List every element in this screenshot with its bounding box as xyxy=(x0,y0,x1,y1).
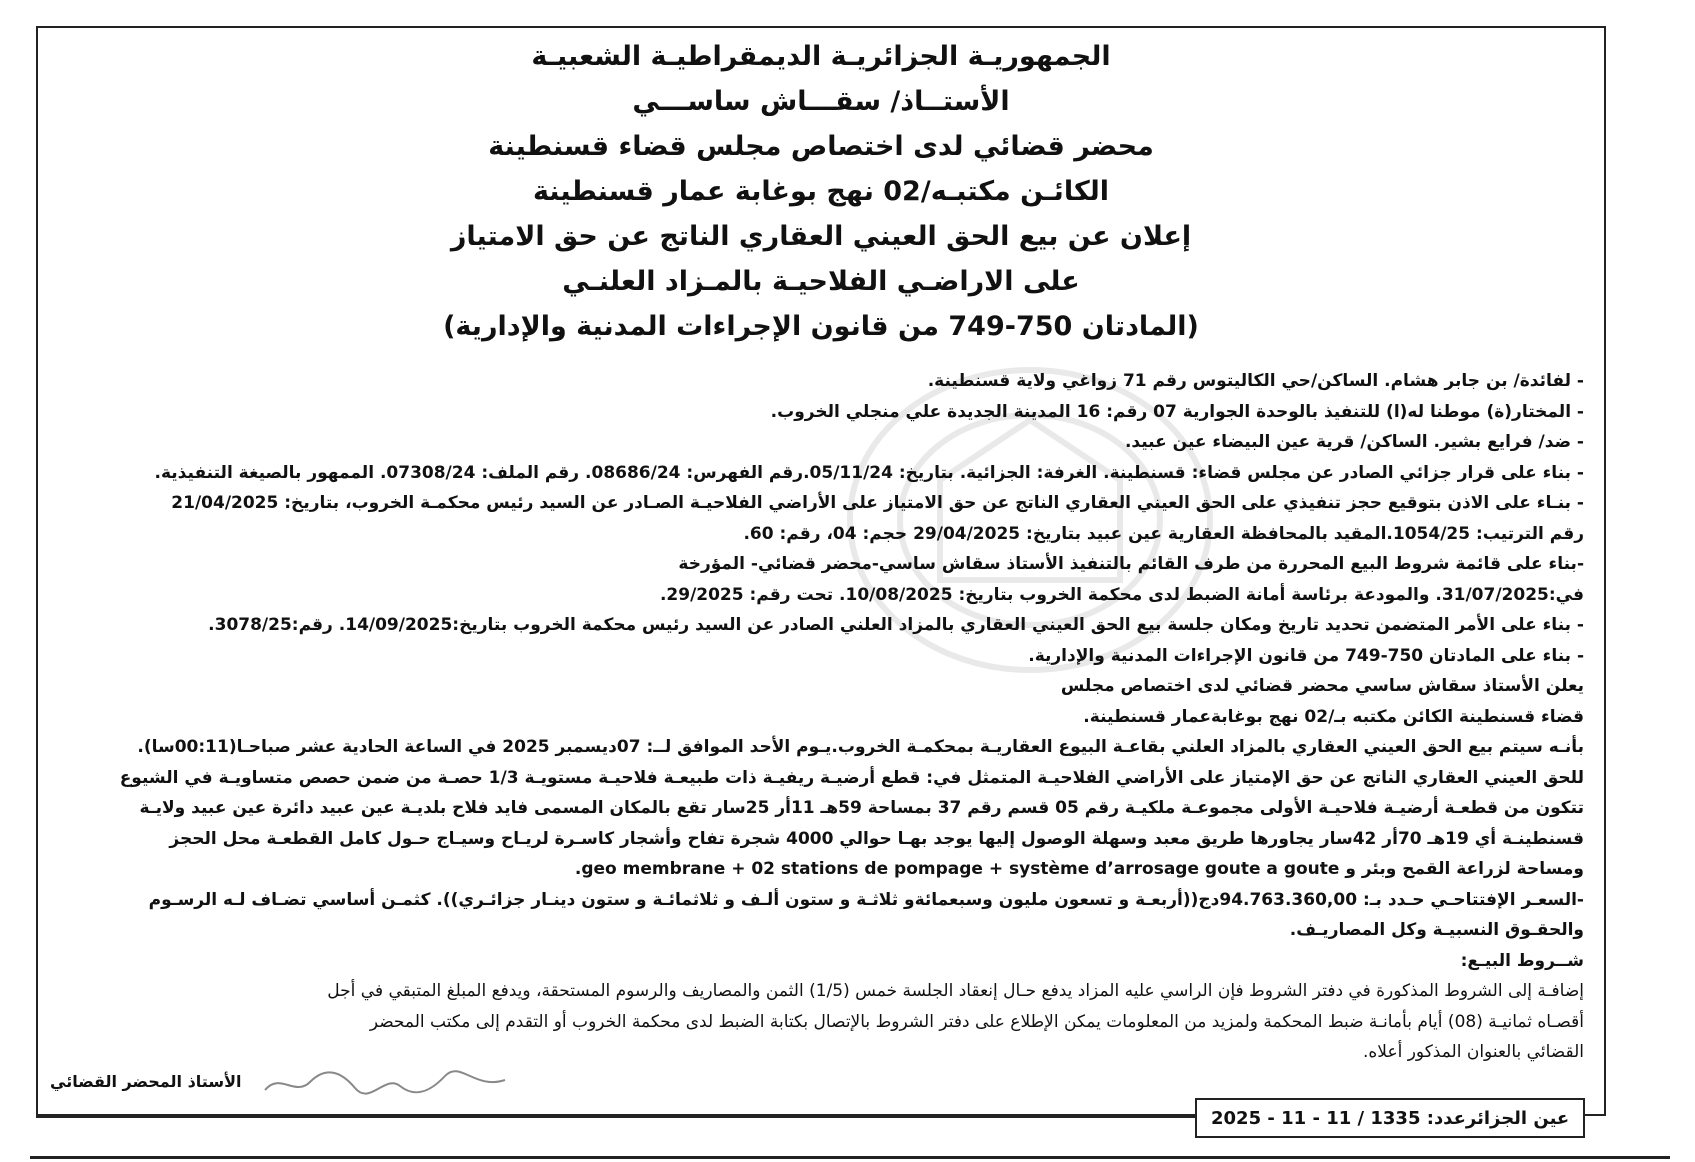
body-line: يعلن الأستاذ سقاش ساسي محضر قضائي لدى اختصاص مجلس xyxy=(1060,676,1584,696)
body-line: إضافـة إلى الشروط المذكورة في دفتر الشروط فإن الراسي عليه المزاد يدفع حـال إنعقاد الجلسة خمس (1/5) الثمن والمصاريف والرسوم المستحقة، ويدفع المبلغ المتبقي في أجل xyxy=(327,981,1584,1001)
header-legal-articles: (المادتان 750-749 من قانون الإجراءات المدنية والإدارية) xyxy=(443,311,1199,342)
body-line: شــروط البيـع: xyxy=(1460,950,1584,971)
header-office-address: الكائـن مكتبـه/02 نهج بوغابة عمار قسنطينة xyxy=(532,176,1110,207)
body-line: بأنـه سيتم بيع الحق العيني العقاري بالمزاد العلني بقاعـة البيوع العقاريـة بمحكمـة الخروب.يـوم الأحد الموافق لــ: 07ديسمبر 2025 في الساعة الحادية عشر صباحـا(00:11سا). xyxy=(137,737,1584,757)
body-line: ومساحة لزراعة القمح وبئر و geo membrane + 02 stations de pompage + système d’arrosage goute a goute. xyxy=(574,859,1584,879)
body-line: للحق العيني العقاري الناتج عن حق الإمتياز على الأراضي الفلاحيـة المتمثل في: قطع أرضيـة ريفيـة ذات طبيعـة فلاحيـة مستويـة 1/3 حصـة من ضمن حصص متساويـة في الشيوع xyxy=(119,767,1584,788)
body-line: في:31/07/2025. والمودعة برئاسة أمانة الضبط لدى محكمة الخروب بتاريخ: 10/08/2025. تحت رقم: 29/2025. xyxy=(659,584,1584,605)
notice-body xyxy=(52,366,1584,1068)
body-line: - بنـاء على الاذن بتوقيع حجز تنفيذي على الحق العيني العقاري الناتج عن حق الامتياز على الأراضي الفلاحيـة الصـادر عن السيد رئيس محكمـة الخروب، بتاريخ: 21/04/2025 xyxy=(171,493,1584,513)
body-line: - بناء على قرار جزائي الصادر عن مجلس قضاء: قسنطينة. الغرفة: الجزائية. بتاريخ: 05/11/24.رقم الفهرس: 08686/24. رقم الملف: 07308/24. الممهور بالصيغة التنفيذية. xyxy=(154,462,1584,483)
body-line: أقصـاه ثمانيـة (08) أيام بأمانـة ضبط المحكمة ولمزيد من المعلومات يمكن الإطلاع على دفتر الشروط بالإتصال بكتابة الضبط لدى محكمة الخروب أو التقدم إلى مكتب المحضر xyxy=(369,1011,1584,1032)
body-line: والحقـوق النسبيـة وكل المصاريـف. xyxy=(1289,920,1584,940)
body-line: القضائي بالعنوان المذكور أعلاه. xyxy=(1362,1042,1584,1062)
body-line: قسنطينـة أي 19هـ 70أر 42سار يجاورها طريق معبد وسهلة الوصول إليها يوجد بهـا حوالي 4000 شجرة تفاح وأشجار كاسـرة لريـاح وسيـاج حـول كامل القطعـة محل الحجز xyxy=(169,828,1584,849)
body-line: تتكون من قطعـة أرضيـة فلاحيـة الأولى مجموعـة ملكيـة رقم 05 قسم رقم 37 بمساحة 59هـ 11أر 25سار تقع بالمكان المسمى فايد فلاح بلديـة عين عبيد دائرة عين عبيد ولايـة xyxy=(139,798,1584,818)
body-line: -بناء على قائمة شروط البيع المحررة من طرف القائم بالتنفيذ الأستاذ سقاش ساسي-محضر قضائي- المؤرخة xyxy=(678,554,1584,574)
body-line: - المختار(ة) موطنا له(ا) للتنفيذ بالوحدة الجوارية 07 رقم: 16 المدينة الجديدة علي منجلي الخروب. xyxy=(770,401,1584,422)
body-line: - ضد/ فرايع بشير. الساكن/ قرية عين البيضاء عين عبيد. xyxy=(1124,432,1584,452)
footer-rule xyxy=(36,1116,1195,1118)
body-line: - بناء على المادتان 750-749 من قانون الإجراءات المدنية والإدارية. xyxy=(1028,645,1584,666)
body-line: -السعـر الإفتتاحـي حـدد بـ: 94.763.360,00دج((أربعـة و تسعون مليون وسبعمائةو ثلاثـة و ستون ألـف و ثلاثمائـة و ستون دينـار جزائـري)). كثمـن أساسي تضـاف لـه الرسـوم xyxy=(148,889,1584,910)
body-line: رقم الترتيب: 1054/25.المقيد بالمحافظة العقارية عين عبيد بتاريخ: 29/04/2025 حجم: 04، رقم: 60. xyxy=(743,523,1584,544)
body-line: - بناء على الأمر المتضمن تحديد تاريخ ومكان جلسة بيع الحق العيني العقاري بالمزاد العلني الصادر عن السيد رئيس محكمة الخروب بتاريخ:14/09/2025. رقم:3078/25. xyxy=(208,615,1584,635)
header-jurisdiction: محضر قضائي لدى اختصاص مجلس قضاء قسنطينة xyxy=(488,131,1154,162)
header-republic: الجمهوريـة الجزائريـة الديمقراطيـة الشعبيـة xyxy=(531,41,1111,72)
header-announcement-subtitle: على الاراضـي الفلاحيـة بالمـزاد العلنـي xyxy=(562,266,1080,297)
publication-reference xyxy=(1195,1098,1585,1138)
header-announcement-title: إعلان عن بيع الحق العيني العقاري الناتج عن حق الامتياز xyxy=(450,221,1192,252)
body-line: - لفائدة/ بن جابر هشام. الساكن/حي الكاليتوس رقم 71 زواغي ولاية قسنطينة. xyxy=(927,371,1584,391)
signature-icon xyxy=(260,1062,510,1102)
body-line: قضاء قسنطينة الكائن مكتبه بـ/02 نهج بوغابةعمار قسنطينة. xyxy=(1083,706,1584,727)
page-bottom-divider xyxy=(30,1156,1670,1159)
notice-header xyxy=(36,38,1606,353)
publication-text: عين الجزائرعدد: 1335 / 11 - 11 - 2025 xyxy=(1211,1107,1570,1129)
header-bailiff-name: الأستــاذ/ سقـــاش ساســـي xyxy=(632,86,1010,117)
signature-label: الأستاذ المحضر القضائي xyxy=(50,1072,242,1091)
